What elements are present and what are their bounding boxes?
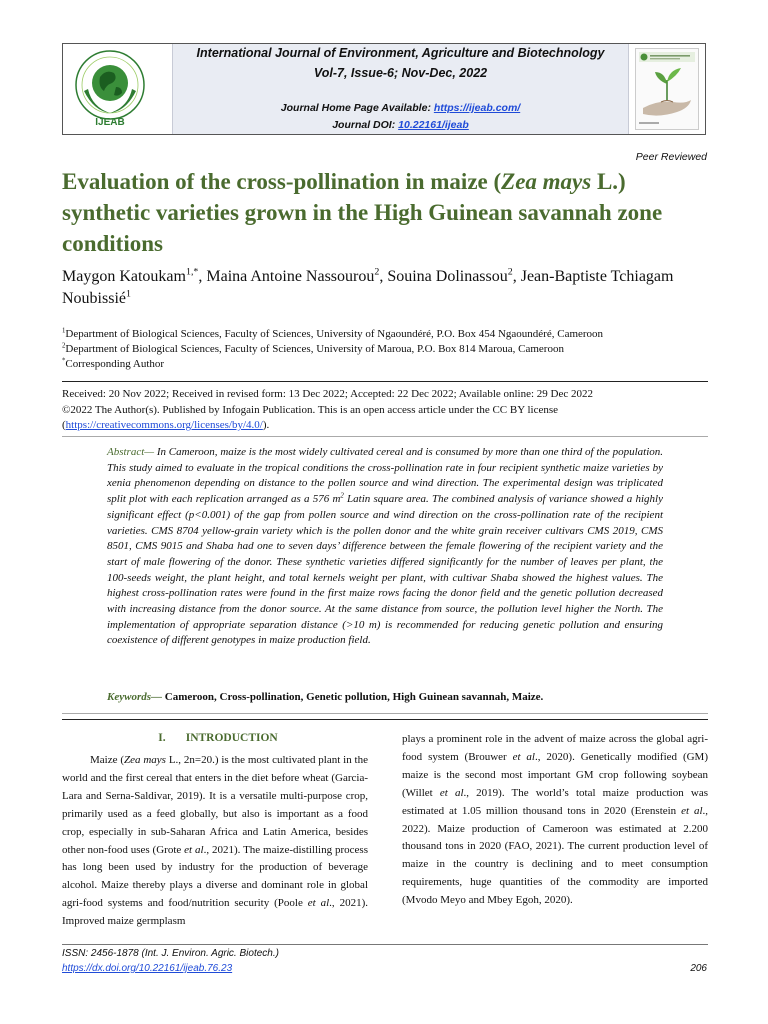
article-dates bbox=[62, 387, 712, 434]
text-run: ., 2022). Maize production of Cameroon was estimated at 2.200 thousand tons in 2020 (FAO, 2021). The current production level of maize in the country is declining and to meet consumption requirements, huge quantities of the commodity are imported (Mvodo Meyo and Mbey Egoh, 2020). bbox=[402, 804, 708, 907]
title-part-1: Evaluation of the cross-pollination in maize ( bbox=[62, 169, 502, 194]
text-run: et al bbox=[307, 897, 330, 910]
author-separator: , bbox=[379, 268, 388, 285]
logo-text: IJEAB bbox=[95, 117, 125, 128]
journal-doi-line bbox=[173, 119, 628, 131]
keywords bbox=[107, 691, 667, 703]
title-part-2: L.) synthetic varieties grown in the High Guinean savannah zone conditions bbox=[62, 169, 663, 256]
author-affiliation-mark: 1 bbox=[126, 288, 131, 300]
author-separator: , bbox=[512, 268, 521, 285]
journal-home-link[interactable]: https://ijeab.com/ bbox=[433, 102, 521, 114]
abstract-text bbox=[107, 445, 663, 649]
journal-volume: Vol-7, Issue-6; Nov-Dec, 2022 bbox=[313, 66, 488, 80]
author-affiliation-mark: 2 bbox=[374, 266, 380, 278]
intro-column-right bbox=[402, 731, 708, 910]
license-link[interactable]: https://creativecommons.org/licenses/by/4.0/ bbox=[65, 419, 263, 431]
text-run: plays a prominent role in the advent of maize across the global agri-food system (Brouwer bbox=[402, 733, 708, 763]
divider bbox=[62, 381, 708, 382]
abstract-sup: 2 bbox=[340, 492, 344, 500]
author-name: Jean-Baptiste Tchiagam Noubissié bbox=[62, 268, 674, 307]
paper-title bbox=[62, 166, 712, 259]
affiliation-text: Department of Biological Sciences, Faculty of Sciences, University of Maroua, P.O. Box 814 Maroua, Cameroon bbox=[65, 343, 564, 355]
affiliation-item bbox=[62, 342, 712, 357]
journal-home-line bbox=[173, 102, 628, 114]
journal-info-panel bbox=[172, 44, 629, 134]
affiliation-mark: 2 bbox=[62, 342, 66, 350]
globe-leaves-logo-icon bbox=[70, 47, 150, 131]
journal-cover-image bbox=[635, 48, 699, 130]
affiliation-mark: * bbox=[62, 357, 66, 365]
text-run: Maize ( bbox=[90, 754, 124, 766]
abstract-body-2: Latin square area. The combined analysis of variance showed a highly significant effect (p<0.001) of the gap from pollen source and wind direction on the cross-pollination rate of the recipient varieties. CMS 8704 yellow-grain variety which is the pollen donor and the white grain receiver cultivars CMS 2019, CMS 8501, CMS 9015 and Shaba had one to seven days’ difference between the female flowering of the recipient variety and the start of male flowering of the donor. These synthetic varieties differed significantly for the number of leaves per plant, the 100-seeds weight, the plant height, and total kernels weight per plant, with cultivar Shaba showed the highest values. The highest cross-pollination rates were found in the first maize rows facing the donor field and the genetic pollution decreased with increasing distance from the donor source. At the same distance from source, the pollution level higher the North. The implementation of appropriate separation distance (>10 m) is recommended for reducing genetic pollution and ensuring coexistence of different genotypes in maize production field. bbox=[107, 493, 663, 647]
text-run: ., 2021). Improved maize germplasm bbox=[62, 897, 368, 928]
journal-home-label: Journal Home Page Available: bbox=[280, 102, 434, 114]
paren-open: ( bbox=[62, 419, 66, 431]
affiliations bbox=[62, 327, 712, 372]
dates-line: Received: 20 Nov 2022; Received in revised form: 13 Dec 2022; Accepted: 22 Dec 2022; Available online: 29 Dec 2022 bbox=[62, 388, 594, 400]
author-name: Souina Dolinassou bbox=[387, 268, 508, 285]
footer-divider bbox=[62, 944, 708, 945]
text-run: et al bbox=[681, 804, 703, 817]
affiliation-item bbox=[62, 357, 712, 372]
divider bbox=[62, 719, 708, 720]
affiliation-text: Corresponding Author bbox=[65, 358, 165, 370]
license-line: ©2022 The Author(s). Published by Infogain Publication. This is an open access article under the CC BY license bbox=[62, 403, 559, 416]
author-affiliation-mark: 1,* bbox=[185, 266, 199, 278]
abstract-label: Abstract— bbox=[107, 446, 155, 458]
abstract-body: In Cameroon, maize is the most widely cultivated cereal and is consumed by more than one third of the population. This study aimed to evaluate in the tropical conditions the cross-pollination rate in four recipient synthetic maize varieties by xenia phenomenon depending on distance to the pollen source and wind direction. The experimental design was triplicated split plot with each replication arranged as a 576 m bbox=[107, 446, 663, 506]
section-heading-introduction: I. INTRODUCTION bbox=[158, 732, 278, 744]
peer-reviewed-label: Peer Reviewed bbox=[635, 151, 707, 163]
footer-doi-link[interactable]: https://dx.doi.org/10.22161/ijeab.76.23 bbox=[62, 963, 233, 974]
affiliation-item bbox=[62, 327, 712, 342]
keywords-text: Cameroon, Cross-pollination, Genetic pollution, High Guinean savannah, Maize. bbox=[162, 691, 544, 703]
journal-doi-link[interactable]: 10.22161/ijeab bbox=[398, 119, 469, 131]
author-name: Maina Antoine Nassourou bbox=[206, 268, 375, 285]
hand-seedling-icon bbox=[635, 48, 699, 130]
affiliation-text: Department of Biological Sciences, Faculty of Sciences, University of Ngaoundéré, P.O. Box 454 Ngaoundéré, Cameroon bbox=[65, 328, 604, 340]
author-name: Maygon Katoukam bbox=[62, 268, 186, 285]
intro-column-left bbox=[62, 752, 368, 931]
journal-logo bbox=[70, 47, 150, 131]
text-run: ., 2019). The world’s total maize production was estimated at 1.05 million thousand tons in 2020 (Erenstein bbox=[402, 786, 709, 817]
text-run: et al bbox=[184, 843, 204, 856]
text-run: ., 2021). The maize-distilling process has long been used by industry for the production of beverage alcohol. Maize thereby plays a diverse and dominant role in global agri-food systems and food/nutrition security (Poole bbox=[62, 843, 368, 910]
journal-name: International Journal of Environment, Agriculture and Biotechnology bbox=[196, 46, 605, 60]
author-list bbox=[62, 266, 712, 310]
author-affiliation-mark: 2 bbox=[507, 266, 513, 278]
text-run: Zea mays bbox=[124, 754, 166, 766]
author-separator: , bbox=[198, 268, 207, 285]
paren-close: ). bbox=[262, 419, 270, 431]
text-run: et al bbox=[439, 786, 464, 799]
journal-doi-label: Journal DOI: bbox=[332, 119, 399, 131]
abstract-section bbox=[62, 436, 708, 714]
license-url-line bbox=[62, 418, 712, 434]
keywords-label: Keywords— bbox=[107, 691, 162, 703]
text-run: L., 2n=20.) is the most cultivated plant in the world and the first cereal that enters in the diet before wheat (Garcia-Lara and Serna-Saldivar, 2019). It is a versatile multi-purpose crop, primarily used as a feed globally, but also is important as a food crop, especially in sub-Saharan Africa and Latin America, besides other non-food uses (Grote bbox=[62, 754, 368, 856]
page-number: 206 bbox=[690, 963, 707, 974]
affiliation-mark: 1 bbox=[62, 327, 66, 335]
title-species: Zea mays bbox=[501, 169, 592, 194]
journal-header bbox=[62, 43, 706, 135]
footer-issn: ISSN: 2456-1878 (Int. J. Environ. Agric. Biotech.) bbox=[62, 948, 279, 959]
text-run: et al bbox=[512, 750, 535, 763]
text-run: ., 2020). Genetically modified (GM) maize is the second most important GM crop following soybean (Willet bbox=[402, 750, 708, 799]
